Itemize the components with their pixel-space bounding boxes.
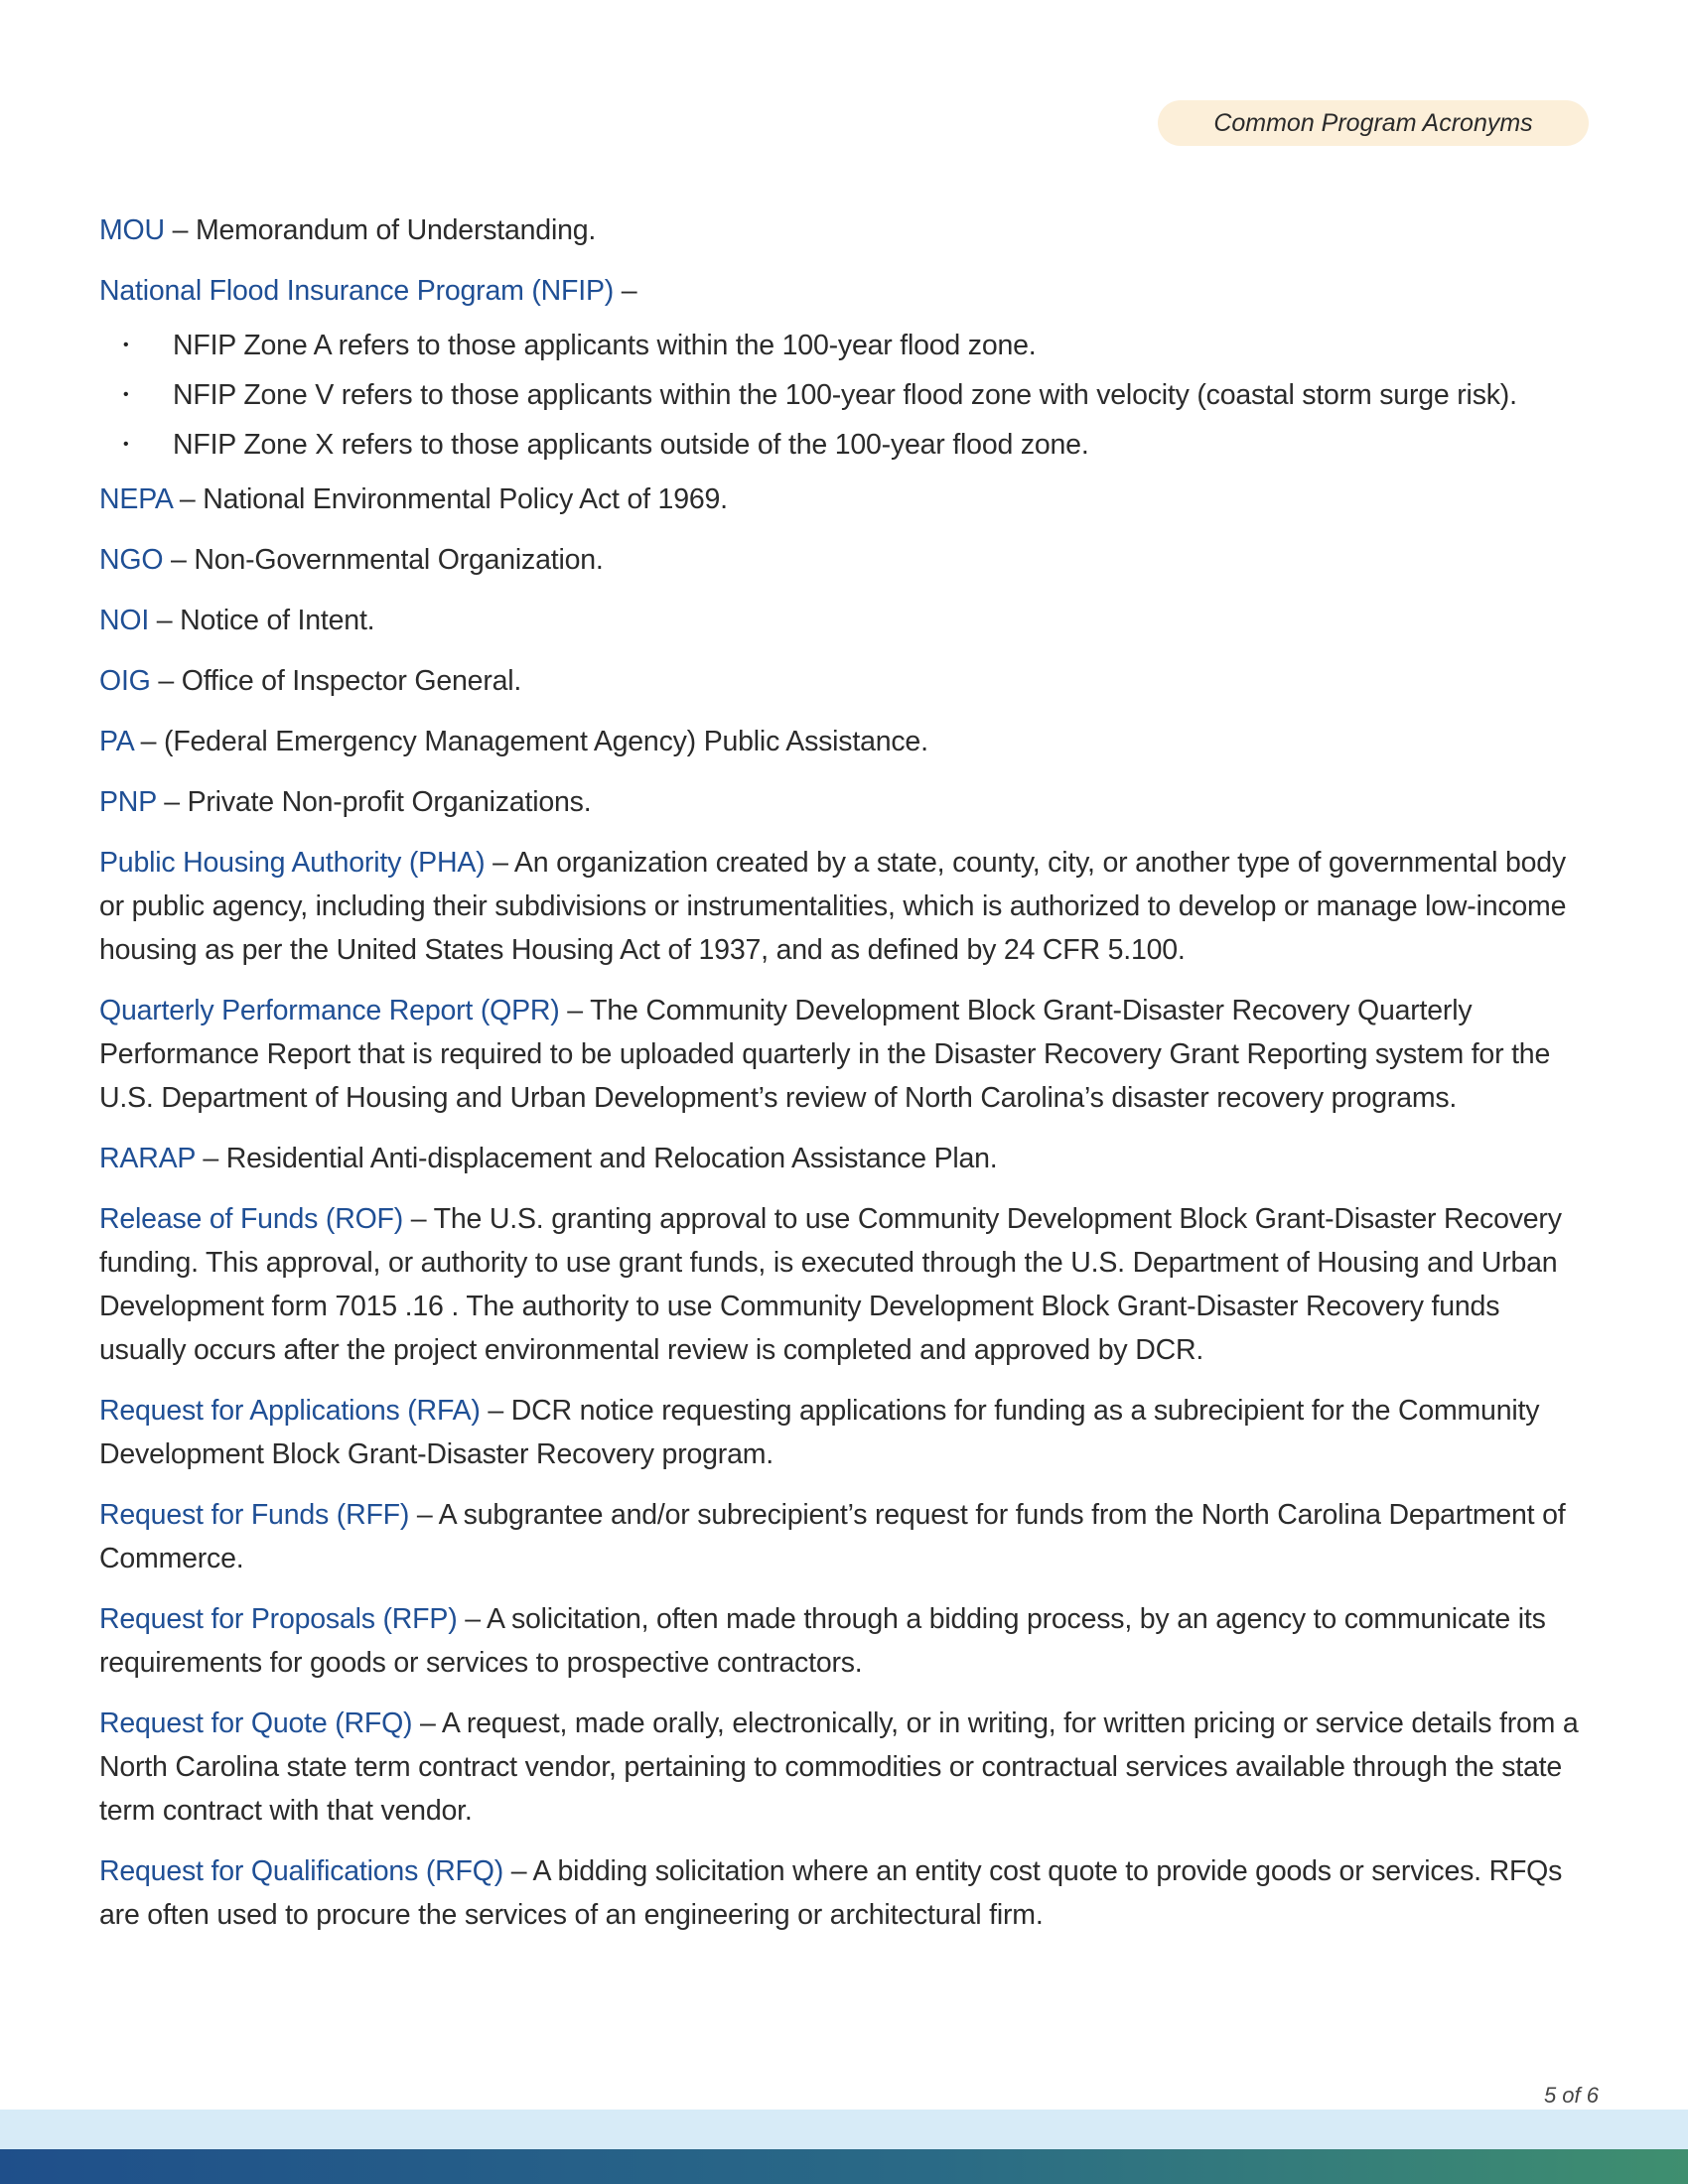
list-item-text: NFIP Zone X refers to those applicants outside of the 100-year flood zone. (173, 429, 1089, 461)
entry-term: Request for Applications (RFA) (99, 1395, 481, 1427)
entry-definition: – National Environmental Policy Act of 1969. (172, 483, 728, 515)
bullet-icon: • (123, 436, 129, 453)
entry-definition: – A solicitation, often made through a bidding process, by an agency to communicate its requirements for goods or services to prospective contractors. (99, 1603, 1546, 1679)
entry-term: Release of Funds (ROF) (99, 1203, 404, 1235)
list-item (99, 373, 1589, 417)
entry-term: Request for Proposals (RFP) (99, 1603, 458, 1635)
entry-term: Request for Funds (RFF) (99, 1499, 410, 1531)
entry-term: Quarterly Performance Report (QPR) (99, 995, 560, 1026)
entry-term: Public Housing Authority (PHA) (99, 847, 486, 879)
entry-definition: – (Federal Emergency Management Agency) Public Assistance. (132, 726, 928, 757)
entry-term: NEPA (99, 483, 173, 515)
entry-term: RARAP (99, 1143, 196, 1174)
entry-term: Request for Quote (RFQ) (99, 1707, 413, 1739)
entry-pha (99, 841, 1589, 972)
entry-mou (99, 208, 1589, 252)
entry-definition: – Office of Inspector General. (150, 665, 522, 697)
entry-term: OIG (99, 665, 151, 697)
entry-definition: – The U.S. granting approval to use Community Development Block Grant-Disaster Recovery funding. This approval, or authority to use grant funds, is executed through the U.S. Department of Housing and Urban Development form 7015 .16 . The authority to use Community Development Block Grant-Disaster Recovery funds usually occurs after the project environmental review is completed and approved by DCR. (99, 1203, 1562, 1366)
entry-definition: – (614, 275, 637, 307)
entry-pnp (99, 780, 1589, 824)
acronym-list (99, 208, 1589, 1954)
entry-definition: – Memorandum of Understanding. (164, 214, 597, 246)
entry-definition: – DCR notice requesting applications for funding as a subrecipient for the Community Development Block Grant-Disaster Recovery program. (99, 1395, 1540, 1470)
entry-definition: – A bidding solicitation where an entity cost quote to provide goods or services. RFQs are often used to procure the services of an engineering or architectural firm. (99, 1855, 1563, 1931)
entry-term: National Flood Insurance Program (NFIP) (99, 275, 615, 307)
bullet-icon: • (123, 337, 129, 353)
entry-rff (99, 1493, 1589, 1580)
footer-light-band (0, 2110, 1688, 2149)
entry-oig (99, 659, 1589, 703)
entry-rfq-quote (99, 1702, 1589, 1833)
footer-gradient-band (0, 2149, 1688, 2184)
entry-nepa (99, 478, 1589, 521)
entry-definition: – A request, made orally, electronically, or in writing, for written pricing or service details from a North Carolina state term contract vendor, pertaining to commodities or contractual services available through the state term contract with that vendor. (99, 1707, 1579, 1827)
entry-term: MOU (99, 214, 165, 246)
entry-qpr (99, 989, 1589, 1120)
entry-rfq-qualifications (99, 1849, 1589, 1937)
entry-term: PNP (99, 786, 157, 818)
bullet-icon: • (123, 386, 129, 403)
entry-rfp (99, 1597, 1589, 1685)
nfip-zone-list (99, 324, 1589, 467)
list-item-text: NFIP Zone A refers to those applicants within the 100-year flood zone. (173, 330, 1037, 361)
entry-definition: – Private Non-profit Organizations. (156, 786, 592, 818)
entry-rarap (99, 1137, 1589, 1180)
entry-definition: – The Community Development Block Grant-Disaster Recovery Quarterly Performance Report that is required to be uploaded quarterly in the Disaster Recovery Grant Reporting system for the U.S. Department of Housing and Urban Development’s review of North Carolina’s disaster recovery programs. (99, 995, 1551, 1114)
entry-definition: – Residential Anti-displacement and Relocation Assistance Plan. (195, 1143, 998, 1174)
list-item (99, 324, 1589, 367)
section-header-pill (1158, 100, 1589, 146)
entry-term: Request for Qualifications (RFQ) (99, 1855, 503, 1887)
entry-term: NOI (99, 605, 150, 636)
entry-rfa (99, 1389, 1589, 1476)
entry-definition: – Notice of Intent. (149, 605, 375, 636)
entry-ngo (99, 538, 1589, 582)
entry-nfip (99, 269, 1589, 313)
entry-term: NGO (99, 544, 164, 576)
list-item (99, 423, 1589, 467)
entry-pa (99, 720, 1589, 763)
entry-term: PA (99, 726, 133, 757)
section-header-label: Common Program Acronyms (1213, 109, 1533, 137)
entry-noi (99, 599, 1589, 642)
page-number: 5 of 6 (1543, 2083, 1599, 2108)
entry-definition: – A subgrantee and/or subrecipient’s request for funds from the North Carolina Department of Commerce. (99, 1499, 1566, 1574)
list-item-text: NFIP Zone V refers to those applicants within the 100-year flood zone with velocity (coastal storm surge risk). (173, 379, 1517, 411)
entry-definition: – An organization created by a state, county, city, or another type of governmental body or public agency, including their subdivisions or instrumentalities, which is authorized to develop or manage low-income housing as per the United States Housing Act of 1937, and as defined by 24 CFR 5.100. (99, 847, 1567, 966)
entry-rof (99, 1197, 1589, 1372)
entry-definition: – Non-Governmental Organization. (163, 544, 604, 576)
